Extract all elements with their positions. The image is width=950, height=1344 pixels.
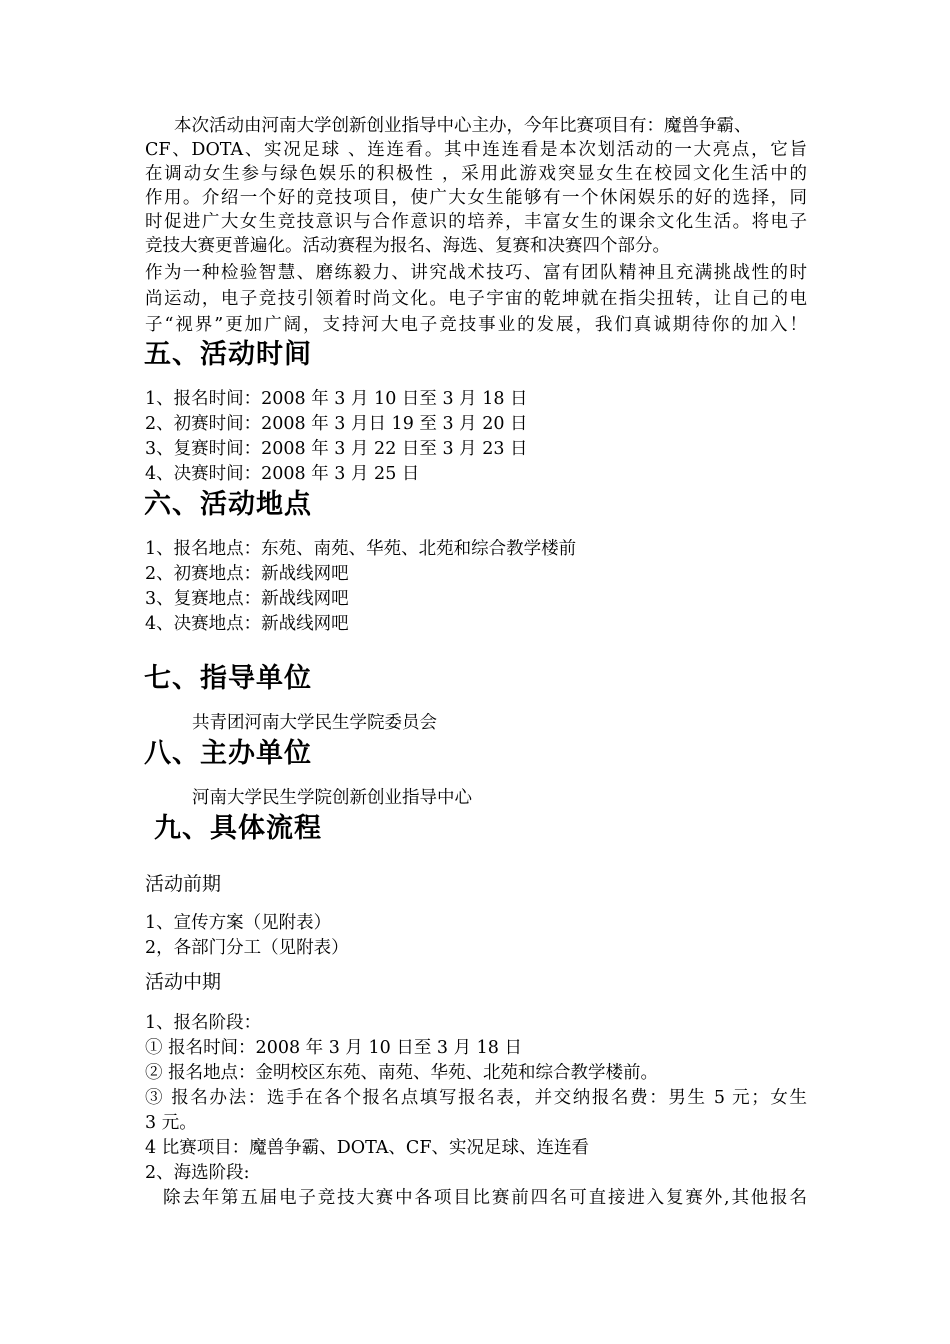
list-item: ① 报名时间：2008 年 3 月 10 日至 3 月 18 日 [145, 1038, 522, 1058]
list-item: 2、海选阶段: [145, 1163, 250, 1183]
section-heading: 八、主办单位 [144, 738, 312, 769]
intro-line: 竞技大赛更普遍化。活动赛程为报名、海选、复赛和决赛四个部分。 [145, 236, 670, 256]
list-item: 1、报名地点：东苑、南苑、华苑、北苑和综合教学楼前 [145, 539, 577, 559]
list-item: 除去年第五届电子竞技大赛中各项目比赛前四名可直接进入复赛外,其他报名 [163, 1188, 807, 1208]
intro-line: 子“视界”更加广阔，支持河大电子竞技事业的发展，我们真诚期待你的加入！ [145, 315, 807, 335]
list-item: 3、复赛地点：新战线网吧 [145, 589, 349, 609]
list-item: 4、决赛时间：2008 年 3 月 25 日 [145, 464, 420, 484]
list-item: 3、复赛时间：2008 年 3 月 22 日至 3 月 23 日 [145, 439, 528, 459]
section-heading: 六、活动地点 [144, 489, 312, 520]
list-item: 4 比赛项目：魔兽争霸、DOTA、CF、实况足球、连连看 [145, 1138, 589, 1158]
subsection-heading: 活动中期 [145, 971, 222, 993]
list-item: 2、初赛地点：新战线网吧 [145, 564, 349, 584]
section-heading: 七、指导单位 [144, 663, 312, 694]
intro-line: 作为一种检验智慧、磨练毅力、讲究战术技巧、富有团队精神且充满挑战性的时 [145, 263, 807, 283]
list-item: 2、初赛时间：2008 年 3 月日 19 至 3 月 20 日 [145, 414, 528, 434]
list-item: 1、宣传方案（见附表） [145, 913, 332, 933]
subsection-heading: 活动前期 [145, 873, 222, 895]
list-item: ② 报名地点：金明校区东苑、南苑、华苑、北苑和综合教学楼前。 [145, 1063, 659, 1083]
intro-line: CF、DOTA、实况足球 、连连看。其中连连看是本次划活动的一大亮点，它旨 [145, 140, 807, 160]
section-content: 共青团河南大学民生学院委员会 [192, 713, 437, 733]
intro-line: 时促进广大女生竞技意识与合作意识的培养，丰富女生的课余文化生活。将电子 [145, 212, 807, 232]
list-item: ③ 报名办法：选手在各个报名点填写报名表，并交纳报名费：男生 5 元；女生 [145, 1088, 807, 1108]
section-heading: 五、活动时间 [144, 339, 312, 370]
intro-line: 本次活动由河南大学创新创业指导中心主办，今年比赛项目有：魔兽争霸、 [174, 116, 752, 136]
intro-line: 尚运动，电子竞技引领着时尚文化。电子宇宙的乾坤就在指尖扭转，让自己的电 [145, 289, 807, 309]
list-item: 3 元。 [145, 1113, 197, 1133]
list-item: 1、报名阶段： [145, 1013, 262, 1033]
intro-line: 作用。介绍一个好的竞技项目，使广大女生能够有一个休闲娱乐的好的选择，同 [145, 188, 807, 208]
section-heading: 九、具体流程 [154, 813, 322, 844]
list-item: 4、决赛地点：新战线网吧 [145, 614, 349, 634]
list-item: 1、报名时间：2008 年 3 月 10 日至 3 月 18 日 [145, 389, 528, 409]
list-item: 2，各部门分工（见附表） [145, 938, 349, 958]
intro-line: 在调动女生参与绿色娱乐的积极性 ，采用此游戏突显女生在校园文化生活中的 [145, 164, 807, 184]
section-content: 河南大学民生学院创新创业指导中心 [192, 788, 472, 808]
